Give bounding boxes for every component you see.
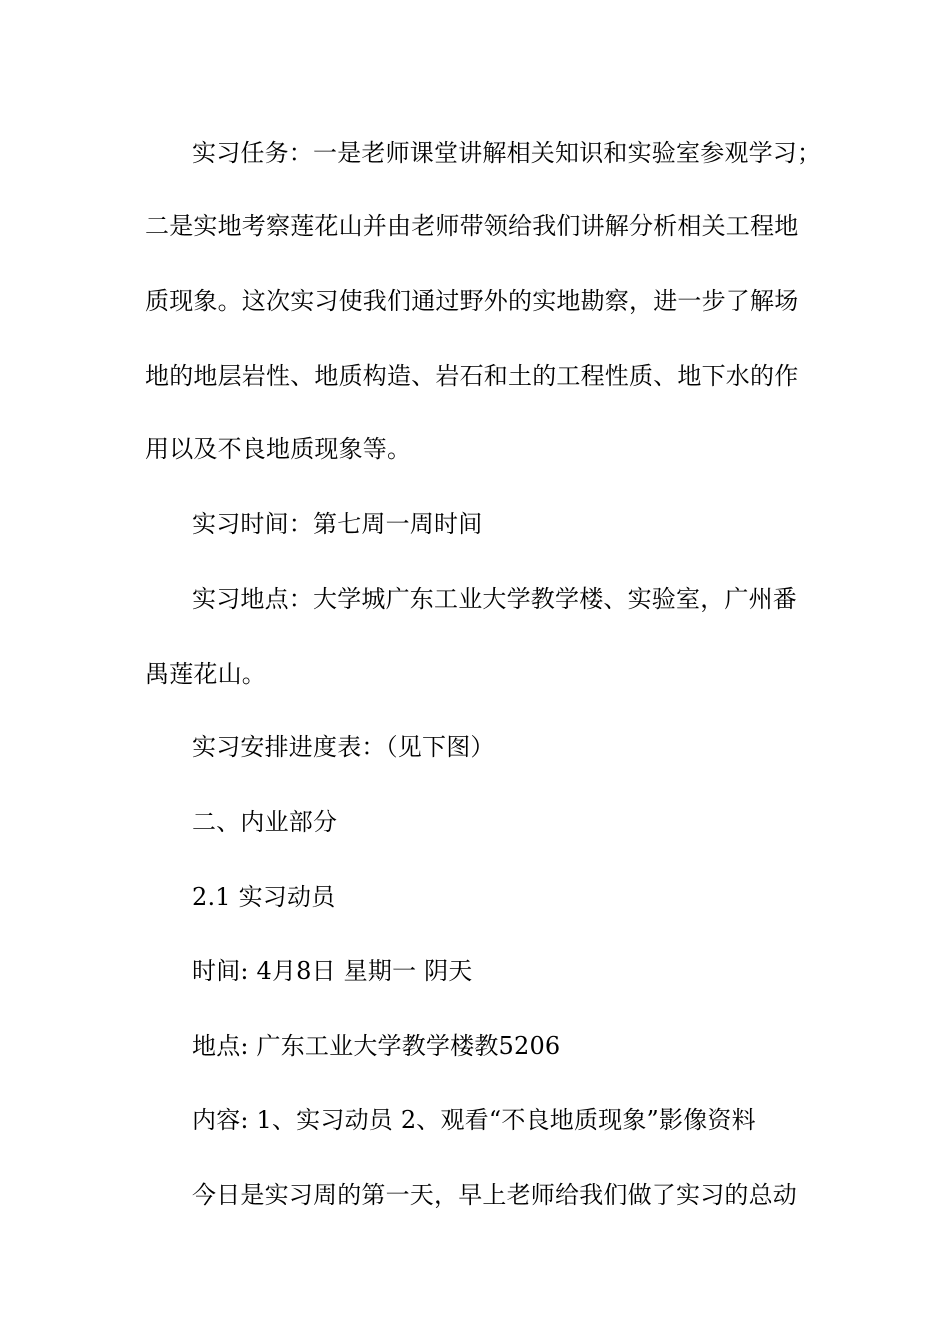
paragraph-line: 今日是实习周的第一天，早上老师给我们做了实习的总动 xyxy=(192,1181,797,1209)
paragraph-line: 实习安排进度表：（见下图） xyxy=(192,733,495,761)
paragraph-line: 时间: 4月8日 星期一 阴天 xyxy=(192,957,473,985)
paragraph-line: 内容: 1、实习动员 2、观看“不良地质现象”影像资料 xyxy=(192,1106,756,1134)
paragraph-line: 二是实地考察莲花山并由老师带领给我们讲解分析相关工程地 xyxy=(145,212,799,240)
paragraph-line: 禺莲花山。 xyxy=(145,660,266,688)
paragraph-line: 实习地点：大学城广东工业大学教学楼、实验室，广州番 xyxy=(192,585,797,613)
paragraph-line: 实习任务：一是老师课堂讲解相关知识和实验室参观学习； xyxy=(192,139,822,167)
paragraph-line: 地的地层岩性、地质构造、岩石和土的工程性质、地下水的作 xyxy=(145,362,799,390)
paragraph-line: 实习时间：第七周一周时间 xyxy=(192,510,483,538)
subsection-heading: 2.1 实习动员 xyxy=(192,883,336,911)
paragraph-line: 用以及不良地质现象等。 xyxy=(145,435,412,463)
paragraph-line: 地点: 广东工业大学教学楼教5206 xyxy=(192,1032,561,1060)
paragraph-line: 质现象。这次实习使我们通过野外的实地勘察，进一步了解场 xyxy=(145,287,799,315)
section-heading: 二、内业部分 xyxy=(192,808,338,836)
